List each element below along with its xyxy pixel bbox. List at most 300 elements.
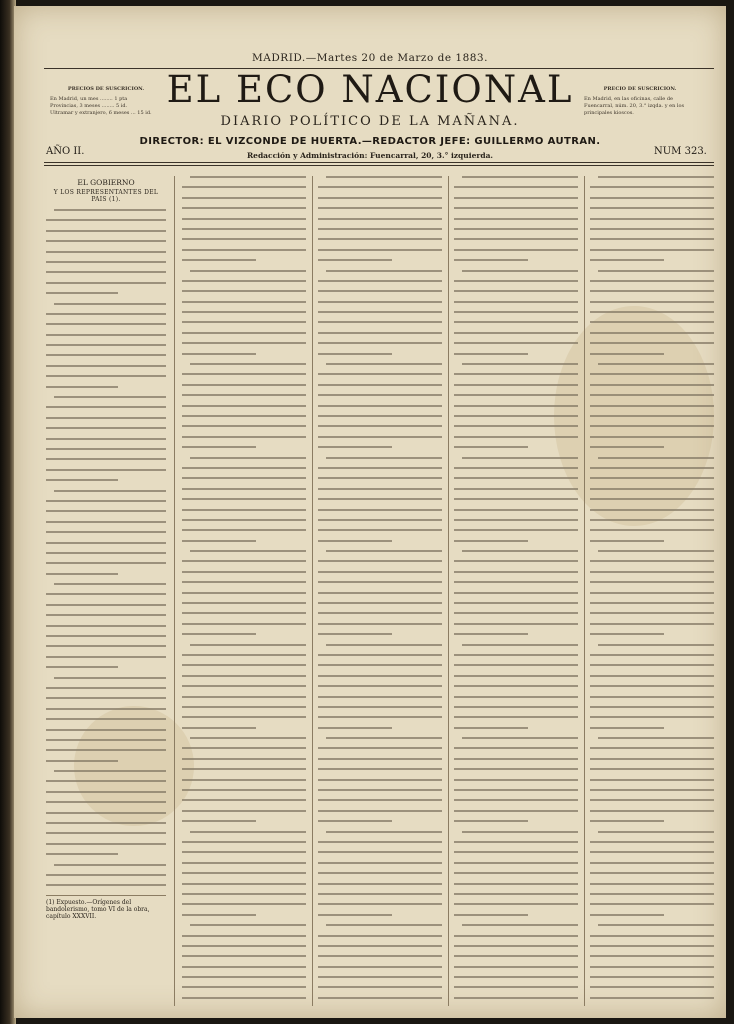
text-line	[318, 727, 392, 729]
text-line	[182, 696, 306, 698]
text-line	[46, 718, 166, 720]
text-line	[46, 604, 166, 606]
text-line	[318, 758, 442, 760]
text-line	[454, 477, 578, 479]
dateline: MADRID.—Martes 20 de Marzo de 1883.	[252, 52, 488, 64]
text-line	[46, 365, 166, 367]
text-line	[318, 301, 442, 303]
text-line	[326, 737, 442, 739]
text-line	[318, 810, 442, 812]
text-line	[318, 353, 392, 355]
text-line	[318, 488, 442, 490]
footnote: (1) Expuesto.—Orígenes del bandolerismo, tomo VI de la obra, capítulo XXXVII.	[46, 895, 166, 920]
text-line	[462, 457, 578, 459]
text-line	[182, 862, 306, 864]
text-line	[590, 509, 714, 511]
text-line	[182, 810, 306, 812]
text-line	[182, 301, 306, 303]
text-line	[590, 321, 714, 323]
text-line	[182, 186, 306, 188]
column-3	[318, 176, 442, 1006]
text-line	[182, 498, 306, 500]
text-line	[454, 914, 528, 916]
text-line	[318, 893, 442, 895]
text-line	[318, 789, 442, 791]
text-line	[46, 427, 166, 429]
text-line	[454, 903, 578, 905]
text-line	[182, 758, 306, 760]
text-line	[454, 509, 578, 511]
text-line	[590, 820, 664, 822]
text-line	[454, 851, 578, 853]
text-line	[326, 831, 442, 833]
text-line	[462, 550, 578, 552]
text-line	[318, 218, 442, 220]
text-line	[182, 966, 306, 968]
text-line	[46, 562, 166, 564]
text-line	[454, 945, 578, 947]
text-line	[454, 560, 578, 562]
text-line	[182, 249, 306, 251]
text-line	[590, 768, 714, 770]
text-line	[454, 612, 578, 614]
text-line	[182, 986, 306, 988]
text-line	[182, 883, 306, 885]
text-line	[318, 373, 442, 375]
text-line	[590, 228, 714, 230]
text-line	[46, 708, 166, 710]
text-line	[454, 498, 578, 500]
text-line	[318, 581, 442, 583]
text-line	[182, 685, 306, 687]
text-line	[318, 997, 442, 999]
text-line	[454, 342, 578, 344]
text-line	[598, 924, 714, 926]
text-line	[590, 716, 714, 718]
subscription-row: principales kioscos.	[584, 110, 634, 116]
text-line	[454, 571, 578, 573]
text-line	[46, 832, 166, 834]
text-line	[182, 747, 306, 749]
text-line	[318, 914, 392, 916]
text-line	[318, 820, 392, 822]
text-line	[326, 644, 442, 646]
director-line: DIRECTOR: EL VIZCONDE DE HUERTA.—REDACTOR JEFE: GUILLERMO AUTRAN.	[139, 136, 601, 147]
text-line	[182, 332, 306, 334]
text-line	[318, 238, 442, 240]
masthead-subtitle: DIARIO POLÍTICO DE LA MAÑANA.	[220, 114, 520, 129]
text-line	[454, 373, 578, 375]
text-line	[590, 903, 714, 905]
text-line	[590, 841, 714, 843]
text-line	[590, 540, 664, 542]
text-line	[182, 373, 306, 375]
text-line	[590, 862, 714, 864]
text-line	[318, 872, 442, 874]
text-line	[454, 696, 578, 698]
text-line	[318, 841, 442, 843]
text-line	[454, 623, 578, 625]
text-line	[46, 510, 166, 512]
text-line	[318, 768, 442, 770]
text-line	[182, 903, 306, 905]
text-line	[46, 230, 166, 232]
text-line	[454, 685, 578, 687]
text-line	[182, 914, 256, 916]
text-line	[182, 935, 306, 937]
text-line	[54, 583, 166, 585]
text-line	[46, 884, 166, 886]
text-line	[318, 903, 442, 905]
text-line	[454, 810, 578, 812]
text-line	[318, 935, 442, 937]
text-line	[454, 280, 578, 282]
text-line	[598, 176, 714, 178]
text-line	[318, 467, 442, 469]
text-line	[590, 290, 714, 292]
header-rule	[44, 165, 714, 166]
text-line	[182, 321, 306, 323]
text-line	[318, 571, 442, 573]
text-line	[326, 924, 442, 926]
text-line	[454, 384, 578, 386]
text-line	[318, 519, 442, 521]
text-line	[46, 822, 166, 824]
text-line	[182, 789, 306, 791]
text-line	[318, 405, 442, 407]
text-line	[454, 935, 578, 937]
text-line	[46, 313, 166, 315]
text-line	[182, 238, 306, 240]
subscription-row: Provincias, 3 meses ........ 5 id.	[50, 103, 128, 109]
text-line	[598, 550, 714, 552]
text-line	[454, 186, 578, 188]
text-line	[318, 696, 442, 698]
text-line	[590, 727, 664, 729]
text-line	[182, 353, 256, 355]
text-line	[454, 446, 528, 448]
column-5	[590, 176, 714, 1006]
column-1	[46, 176, 166, 1006]
header-rule	[44, 162, 714, 163]
text-line	[54, 209, 166, 211]
text-line	[318, 560, 442, 562]
text-line	[190, 457, 306, 459]
text-line	[182, 592, 306, 594]
text-line	[590, 238, 714, 240]
text-line	[454, 820, 528, 822]
text-line	[190, 270, 306, 272]
text-line	[590, 654, 714, 656]
text-line	[46, 479, 118, 481]
text-line	[318, 498, 442, 500]
text-line	[182, 436, 306, 438]
text-line	[182, 529, 306, 531]
text-line	[590, 986, 714, 988]
text-line	[182, 799, 306, 801]
text-line	[318, 290, 442, 292]
text-line	[54, 490, 166, 492]
text-line	[318, 332, 442, 334]
text-line	[182, 290, 306, 292]
text-line	[46, 406, 166, 408]
text-line	[454, 249, 578, 251]
text-line	[46, 458, 166, 460]
text-line	[318, 446, 392, 448]
text-lines	[46, 209, 166, 886]
text-line	[590, 353, 664, 355]
text-line	[318, 259, 392, 261]
text-line	[318, 415, 442, 417]
text-line	[46, 292, 118, 294]
text-line	[46, 625, 166, 627]
text-line	[318, 186, 442, 188]
article-title: EL GOBIERNO	[77, 178, 135, 187]
column-rule	[174, 176, 175, 1006]
text-line	[182, 727, 256, 729]
text-line	[590, 373, 714, 375]
text-line	[326, 270, 442, 272]
text-line	[454, 675, 578, 677]
text-line	[454, 862, 578, 864]
text-line	[318, 675, 442, 677]
text-line	[590, 581, 714, 583]
text-line	[182, 384, 306, 386]
column-rule	[448, 176, 449, 1006]
text-line	[454, 592, 578, 594]
text-line	[590, 664, 714, 666]
text-line	[182, 664, 306, 666]
text-line	[46, 282, 166, 284]
text-line	[318, 612, 442, 614]
text-line	[182, 488, 306, 490]
text-line	[182, 893, 306, 895]
text-line	[318, 945, 442, 947]
newspaper-page	[14, 6, 726, 1018]
text-line	[318, 592, 442, 594]
text-line	[46, 874, 166, 876]
text-line	[590, 955, 714, 957]
text-line	[590, 758, 714, 760]
text-line	[462, 270, 578, 272]
text-line	[590, 249, 714, 251]
text-line	[318, 654, 442, 656]
text-line	[318, 883, 442, 885]
text-line	[454, 789, 578, 791]
text-line	[318, 394, 442, 396]
text-line	[590, 571, 714, 573]
text-line	[46, 573, 118, 575]
text-line	[46, 666, 118, 668]
text-line	[182, 425, 306, 427]
text-line	[46, 344, 166, 346]
text-line	[598, 363, 714, 365]
text-line	[318, 747, 442, 749]
text-line	[54, 864, 166, 866]
text-line	[318, 851, 442, 853]
text-line	[454, 488, 578, 490]
text-line	[454, 467, 578, 469]
text-line	[590, 747, 714, 749]
text-line	[182, 446, 256, 448]
text-line	[46, 853, 118, 855]
text-line	[454, 758, 578, 760]
text-line	[590, 914, 664, 916]
text-line	[454, 779, 578, 781]
text-line	[590, 789, 714, 791]
text-line	[590, 883, 714, 885]
text-line	[590, 342, 714, 344]
text-line	[46, 448, 166, 450]
text-line	[46, 375, 166, 377]
text-line	[318, 280, 442, 282]
text-line	[318, 623, 442, 625]
text-line	[454, 405, 578, 407]
text-line	[590, 685, 714, 687]
text-line	[54, 396, 166, 398]
text-line	[590, 810, 714, 812]
text-line	[46, 635, 166, 637]
text-line	[182, 779, 306, 781]
text-line	[590, 488, 714, 490]
text-line	[46, 552, 166, 554]
text-line	[190, 363, 306, 365]
text-line	[454, 955, 578, 957]
text-line	[182, 280, 306, 282]
text-line	[46, 791, 166, 793]
text-line	[454, 353, 528, 355]
text-line	[318, 862, 442, 864]
text-line	[454, 394, 578, 396]
text-line	[318, 664, 442, 666]
text-line	[318, 955, 442, 957]
text-line	[182, 540, 256, 542]
text-line	[182, 602, 306, 604]
text-line	[182, 612, 306, 614]
text-line	[190, 644, 306, 646]
admin-line: Redacción y Administración: Fuencarral, 20, 3.° izquierda.	[246, 151, 494, 160]
text-line	[326, 363, 442, 365]
text-line	[318, 779, 442, 781]
text-line	[46, 780, 166, 782]
text-line	[46, 843, 166, 845]
text-line	[46, 271, 166, 273]
text-line	[590, 197, 714, 199]
text-line	[182, 633, 256, 635]
text-line	[182, 394, 306, 396]
text-line	[590, 519, 714, 521]
text-line	[182, 197, 306, 199]
text-line	[182, 623, 306, 625]
text-line	[182, 706, 306, 708]
text-line	[590, 259, 664, 261]
text-line	[46, 438, 166, 440]
text-line	[454, 415, 578, 417]
text-line	[462, 644, 578, 646]
text-line	[462, 924, 578, 926]
text-line	[462, 737, 578, 739]
text-line	[454, 893, 578, 895]
text-line	[46, 697, 166, 699]
text-line	[318, 529, 442, 531]
text-line	[454, 529, 578, 531]
text-line	[46, 334, 166, 336]
text-line	[590, 976, 714, 978]
text-line	[46, 760, 118, 762]
text-line	[462, 363, 578, 365]
text-line	[326, 457, 442, 459]
text-line	[598, 831, 714, 833]
text-line	[326, 550, 442, 552]
text-line	[46, 323, 166, 325]
text-line	[318, 425, 442, 427]
text-line	[182, 654, 306, 656]
text-line	[326, 176, 442, 178]
text-line	[454, 883, 578, 885]
text-line	[590, 415, 714, 417]
text-line	[46, 261, 166, 263]
text-line	[598, 270, 714, 272]
text-line	[182, 872, 306, 874]
text-line	[462, 831, 578, 833]
text-line	[318, 436, 442, 438]
text-line	[182, 841, 306, 843]
text-line	[46, 240, 166, 242]
text-line	[46, 739, 166, 741]
text-line	[454, 238, 578, 240]
text-line	[590, 467, 714, 469]
year-label: AÑO II.	[46, 146, 85, 157]
text-line	[46, 219, 166, 221]
text-line	[46, 386, 118, 388]
text-line	[182, 218, 306, 220]
text-line	[454, 602, 578, 604]
text-line	[454, 986, 578, 988]
text-line	[590, 706, 714, 708]
text-line	[454, 321, 578, 323]
subscription-row: Ultramar y extranjero, 6 meses ... 15 id.	[50, 110, 152, 116]
text-line	[318, 342, 442, 344]
text-line	[46, 417, 166, 419]
column-rule	[312, 176, 313, 1006]
text-line	[182, 997, 306, 999]
text-line	[590, 207, 714, 209]
text-line	[590, 560, 714, 562]
text-line	[318, 986, 442, 988]
text-line	[46, 812, 166, 814]
text-line	[462, 176, 578, 178]
text-line	[318, 477, 442, 479]
text-line	[46, 593, 166, 595]
text-line	[598, 644, 714, 646]
text-line	[454, 540, 528, 542]
text-line	[590, 218, 714, 220]
column-rule	[584, 176, 585, 1006]
column-2	[182, 176, 306, 1006]
text-line	[590, 935, 714, 937]
text-line	[590, 997, 714, 999]
text-line	[454, 872, 578, 874]
text-line	[318, 706, 442, 708]
text-line	[318, 249, 442, 251]
text-line	[590, 612, 714, 614]
text-line	[46, 531, 166, 533]
text-line	[590, 405, 714, 407]
text-line	[182, 477, 306, 479]
text-line	[454, 716, 578, 718]
text-line	[454, 841, 578, 843]
text-line	[182, 716, 306, 718]
